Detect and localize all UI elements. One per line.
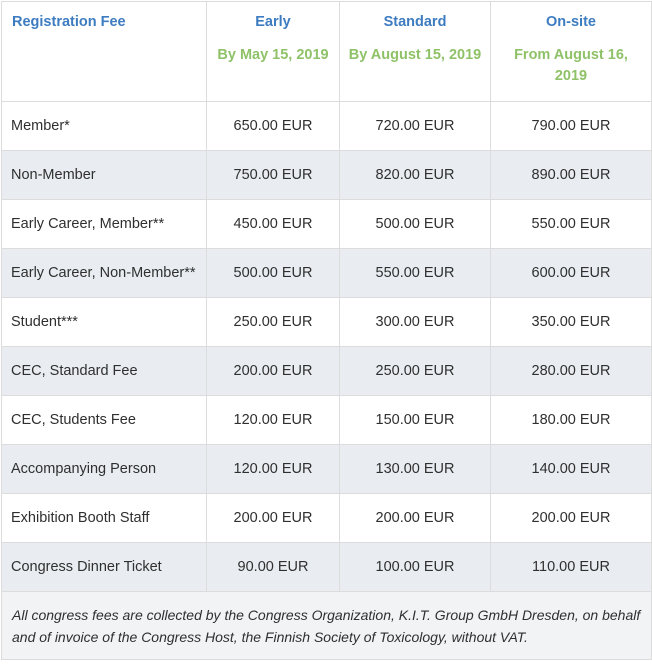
- header-label: Standard: [383, 14, 447, 30]
- header-date: By May 15, 2019: [217, 47, 329, 63]
- table-row: [2, 445, 652, 494]
- table-row: [2, 249, 652, 298]
- category-cell: Student***: [2, 298, 207, 347]
- onsite-fee-cell: 280.00 EUR: [491, 347, 652, 396]
- early-fee-cell: 450.00 EUR: [207, 200, 340, 249]
- standard-fee-cell: 500.00 EUR: [340, 200, 491, 249]
- early-fee-cell: 500.00 EUR: [207, 249, 340, 298]
- early-fee-cell: 120.00 EUR: [207, 396, 340, 445]
- onsite-fee-cell: 110.00 EUR: [491, 543, 652, 592]
- category-cell: Congress Dinner Ticket: [2, 543, 207, 592]
- onsite-fee-cell: 790.00 EUR: [491, 102, 652, 151]
- header-date: From August 16, 2019: [514, 47, 628, 84]
- standard-fee-cell: 200.00 EUR: [340, 494, 491, 543]
- onsite-fee-cell: 200.00 EUR: [491, 494, 652, 543]
- table-row: [2, 494, 652, 543]
- category-cell: Exhibition Booth Staff: [2, 494, 207, 543]
- header-cell-early: [207, 2, 340, 102]
- registration-fee-table-container: [1, 1, 651, 660]
- standard-fee-cell: 130.00 EUR: [340, 445, 491, 494]
- standard-fee-cell: 150.00 EUR: [340, 396, 491, 445]
- category-cell: CEC, Students Fee: [2, 396, 207, 445]
- header-cell-standard: [340, 2, 491, 102]
- early-fee-cell: 650.00 EUR: [207, 102, 340, 151]
- standard-fee-cell: 100.00 EUR: [340, 543, 491, 592]
- category-cell: Non-Member: [2, 151, 207, 200]
- table-row: [2, 347, 652, 396]
- standard-fee-cell: 250.00 EUR: [340, 347, 491, 396]
- category-cell: Early Career, Non-Member**: [2, 249, 207, 298]
- category-cell: Accompanying Person: [2, 445, 207, 494]
- table-row: [2, 102, 652, 151]
- onsite-fee-cell: 550.00 EUR: [491, 200, 652, 249]
- header-label: On-site: [546, 14, 596, 30]
- table-row: [2, 543, 652, 592]
- table-row: [2, 298, 652, 347]
- header-cell-registration-fee: [2, 2, 207, 102]
- onsite-fee-cell: 350.00 EUR: [491, 298, 652, 347]
- early-fee-cell: 120.00 EUR: [207, 445, 340, 494]
- onsite-fee-cell: 890.00 EUR: [491, 151, 652, 200]
- onsite-fee-cell: 180.00 EUR: [491, 396, 652, 445]
- standard-fee-cell: 550.00 EUR: [340, 249, 491, 298]
- onsite-fee-cell: 140.00 EUR: [491, 445, 652, 494]
- standard-fee-cell: 820.00 EUR: [340, 151, 491, 200]
- header-label: Early: [255, 14, 291, 30]
- standard-fee-cell: 300.00 EUR: [340, 298, 491, 347]
- registration-fee-table: [1, 1, 652, 660]
- table-row: [2, 151, 652, 200]
- header-cell-onsite: [491, 2, 652, 102]
- header-date: By August 15, 2019: [348, 47, 482, 63]
- header-label: Registration Fee: [12, 14, 126, 30]
- table-row: [2, 396, 652, 445]
- early-fee-cell: 200.00 EUR: [207, 494, 340, 543]
- fee-note: All congress fees are collected by the Congress Organization, K.I.T. Group GmbH Dresden, on behalf and of invoice of the Congress Host, the Finnish Society of Toxicology, without VAT.: [2, 592, 652, 660]
- category-cell: Member*: [2, 102, 207, 151]
- fee-note-row: [2, 592, 652, 660]
- early-fee-cell: 90.00 EUR: [207, 543, 340, 592]
- standard-fee-cell: 720.00 EUR: [340, 102, 491, 151]
- early-fee-cell: 250.00 EUR: [207, 298, 340, 347]
- category-cell: Early Career, Member**: [2, 200, 207, 249]
- early-fee-cell: 750.00 EUR: [207, 151, 340, 200]
- category-cell: CEC, Standard Fee: [2, 347, 207, 396]
- table-header-row: [2, 2, 652, 102]
- early-fee-cell: 200.00 EUR: [207, 347, 340, 396]
- onsite-fee-cell: 600.00 EUR: [491, 249, 652, 298]
- table-row: [2, 200, 652, 249]
